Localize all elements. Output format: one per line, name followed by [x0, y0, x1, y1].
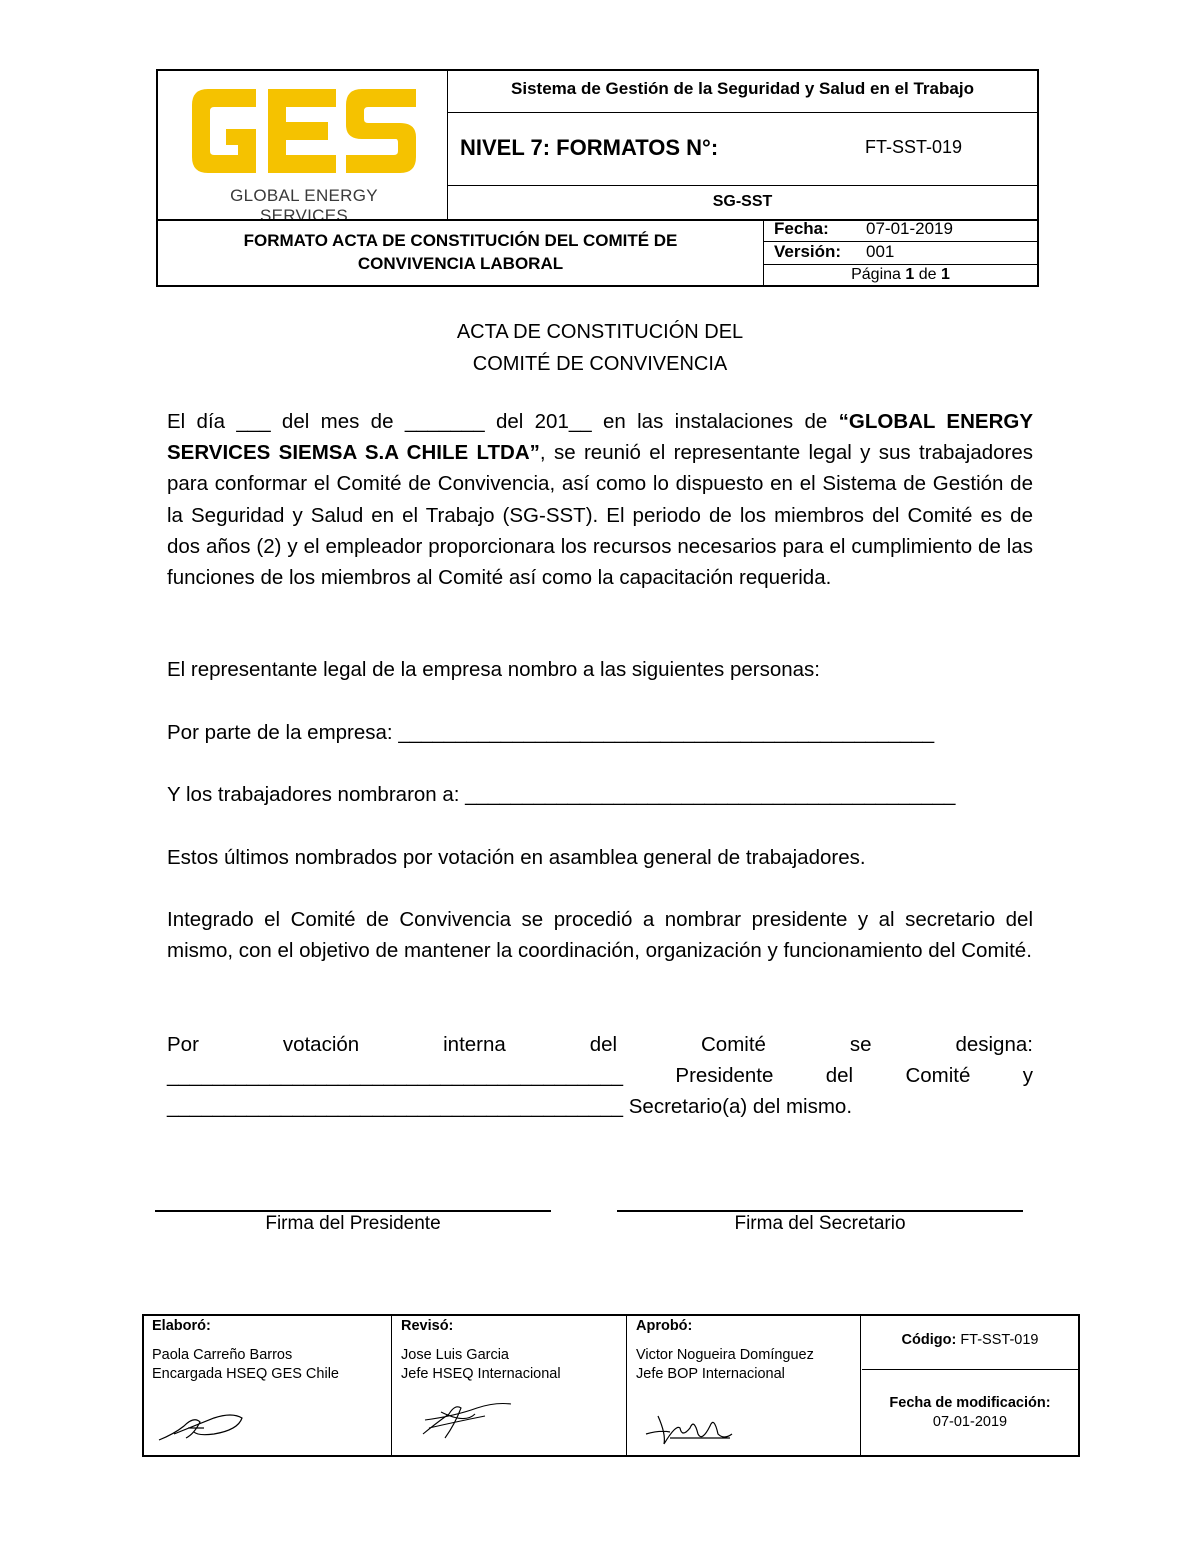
- word: del: [825, 1064, 854, 1088]
- word: Presidente: [675, 1064, 774, 1088]
- paragraph-intro: [167, 406, 1033, 593]
- meta-box: [763, 220, 1037, 285]
- word: del: [589, 1033, 618, 1056]
- intro-part-b: , se reunió el representante legal y sus trabajadores para conformar el Comité de Convivencia, así como lo dispuesto en el Sistema de Gestión de la Seguridad y Salud en el Trabajo (SG-SST). El periodo de los miembros del Comité es de dos años (2) y el empleador proporcionara los recursos necesarios para el cumplimiento de las funciones de los miembros al Comité así como la capacitación requerida.: [167, 441, 1034, 590]
- elaboro-cell: [144, 1316, 391, 1455]
- page-total: 1: [940, 266, 950, 283]
- modification-date-value: 07-01-2019: [932, 1414, 1008, 1430]
- reviso-label: Revisó:: [401, 1318, 454, 1334]
- paragraph-designation: [167, 1029, 1033, 1123]
- designation-line3: ________________________________________ Secretario(a) del mismo.: [167, 1095, 853, 1119]
- header-table: [156, 69, 1039, 287]
- act-title-line2: COMITÉ DE CONVIVENCIA: [472, 353, 728, 375]
- aprobo-name: Victor Nogueira Domínguez: [636, 1347, 814, 1363]
- fecha-label: Fecha:: [774, 219, 829, 238]
- paragraph-integration: Integrado el Comité de Convivencia se procedió a nombrar presidente y al secretario del mismo, con el objetivo de mantener la coordinación, organización y funcionamiento del Comité.: [167, 908, 1033, 963]
- word: designa:: [955, 1033, 1033, 1056]
- paragraph-representative: El representante legal de la empresa nombro a las siguientes personas:: [167, 658, 820, 681]
- aprobo-person: [636, 1346, 814, 1384]
- format-code: FT-SST-019: [865, 137, 963, 157]
- act-title: [0, 316, 1200, 380]
- designation-line1: [167, 1029, 1033, 1060]
- reviso-signature: [415, 1394, 515, 1444]
- page-number: 1: [905, 266, 915, 283]
- code-cell: [862, 1316, 1078, 1370]
- reviso-person: [401, 1346, 561, 1384]
- word: se: [849, 1033, 872, 1056]
- doc-title-line2: CONVIVENCIA LABORAL: [357, 254, 564, 273]
- page-prefix: Página: [851, 266, 901, 283]
- aprobo-role: Jefe BOP Internacional: [636, 1366, 785, 1382]
- code-value: FT-SST-019: [960, 1332, 1039, 1348]
- page-indicator: [764, 266, 1037, 284]
- code-label: Código:: [901, 1332, 957, 1348]
- elaboro-label: Elaboró:: [152, 1318, 211, 1334]
- president-signature-label: Firma del Presidente: [265, 1213, 441, 1234]
- secretary-signature-line: [617, 1210, 1023, 1212]
- company-designee-line: Por parte de la empresa: _______________________________________________: [167, 721, 935, 744]
- secretary-signature-label: Firma del Secretario: [734, 1213, 906, 1234]
- footer-table: [142, 1314, 1080, 1457]
- aprobo-signature: [640, 1404, 740, 1449]
- system-title: Sistema de Gestión de la Seguridad y Salud en el Trabajo: [511, 79, 974, 98]
- reviso-cell: [393, 1316, 626, 1455]
- word: Comité: [905, 1064, 971, 1088]
- document-title: [158, 229, 763, 275]
- president-blank: ________________________________________: [167, 1064, 624, 1088]
- designation-line2: [167, 1060, 1033, 1091]
- word: Comité: [701, 1033, 766, 1056]
- aprobo-label: Aprobó:: [636, 1318, 693, 1334]
- elaboro-person: [152, 1346, 339, 1384]
- ges-logo: [186, 81, 422, 181]
- reviso-name: Jose Luis Garcia: [401, 1347, 509, 1363]
- reviso-role: Jefe HSEQ Internacional: [401, 1366, 561, 1382]
- code-line: [862, 1332, 1078, 1348]
- paragraph-election: Estos últimos nombrados por votación en asamblea general de trabajadores.: [167, 846, 866, 869]
- elaboro-name: Paola Carreño Barros: [152, 1347, 293, 1363]
- act-title-line1: ACTA DE CONSTITUCIÓN DEL: [456, 321, 744, 343]
- aprobo-cell: [628, 1316, 860, 1455]
- fecha-value: 07-01-2019: [866, 219, 953, 238]
- page-of: de: [918, 266, 937, 283]
- logo-cell: [158, 71, 448, 225]
- word: votación: [282, 1033, 360, 1056]
- doc-title-line1: FORMATO ACTA DE CONSTITUCIÓN DEL COMITÉ DE: [243, 231, 678, 250]
- version-value: 001: [866, 242, 895, 261]
- word: y: [1022, 1064, 1033, 1088]
- elaboro-role: Encargada HSEQ GES Chile: [152, 1366, 339, 1382]
- president-signature-line: [155, 1210, 551, 1212]
- workers-designee-line: Y los trabajadores nombraron a: ___________________________________________: [167, 783, 956, 806]
- modification-date-label: Fecha de modificación:: [889, 1395, 1051, 1411]
- word: Por: [167, 1033, 199, 1056]
- logo-subtitle: GLOBAL ENERGY SERVICES: [230, 186, 378, 225]
- version-label: Versión:: [774, 242, 842, 261]
- company-name: “GLOBAL ENERGY SERVICES SIEMSA S.A CHILE LTDA”: [167, 410, 1033, 465]
- word: interna: [443, 1033, 506, 1056]
- intro-part-a: El día ___ del mes de _______ del 201__ en las instalaciones de: [167, 410, 839, 433]
- modification-date-cell: [862, 1394, 1078, 1432]
- nivel-label: NIVEL 7: FORMATOS N°:: [460, 135, 719, 160]
- sgsst-label: SG-SST: [712, 193, 773, 210]
- elaboro-signature: [154, 1404, 244, 1449]
